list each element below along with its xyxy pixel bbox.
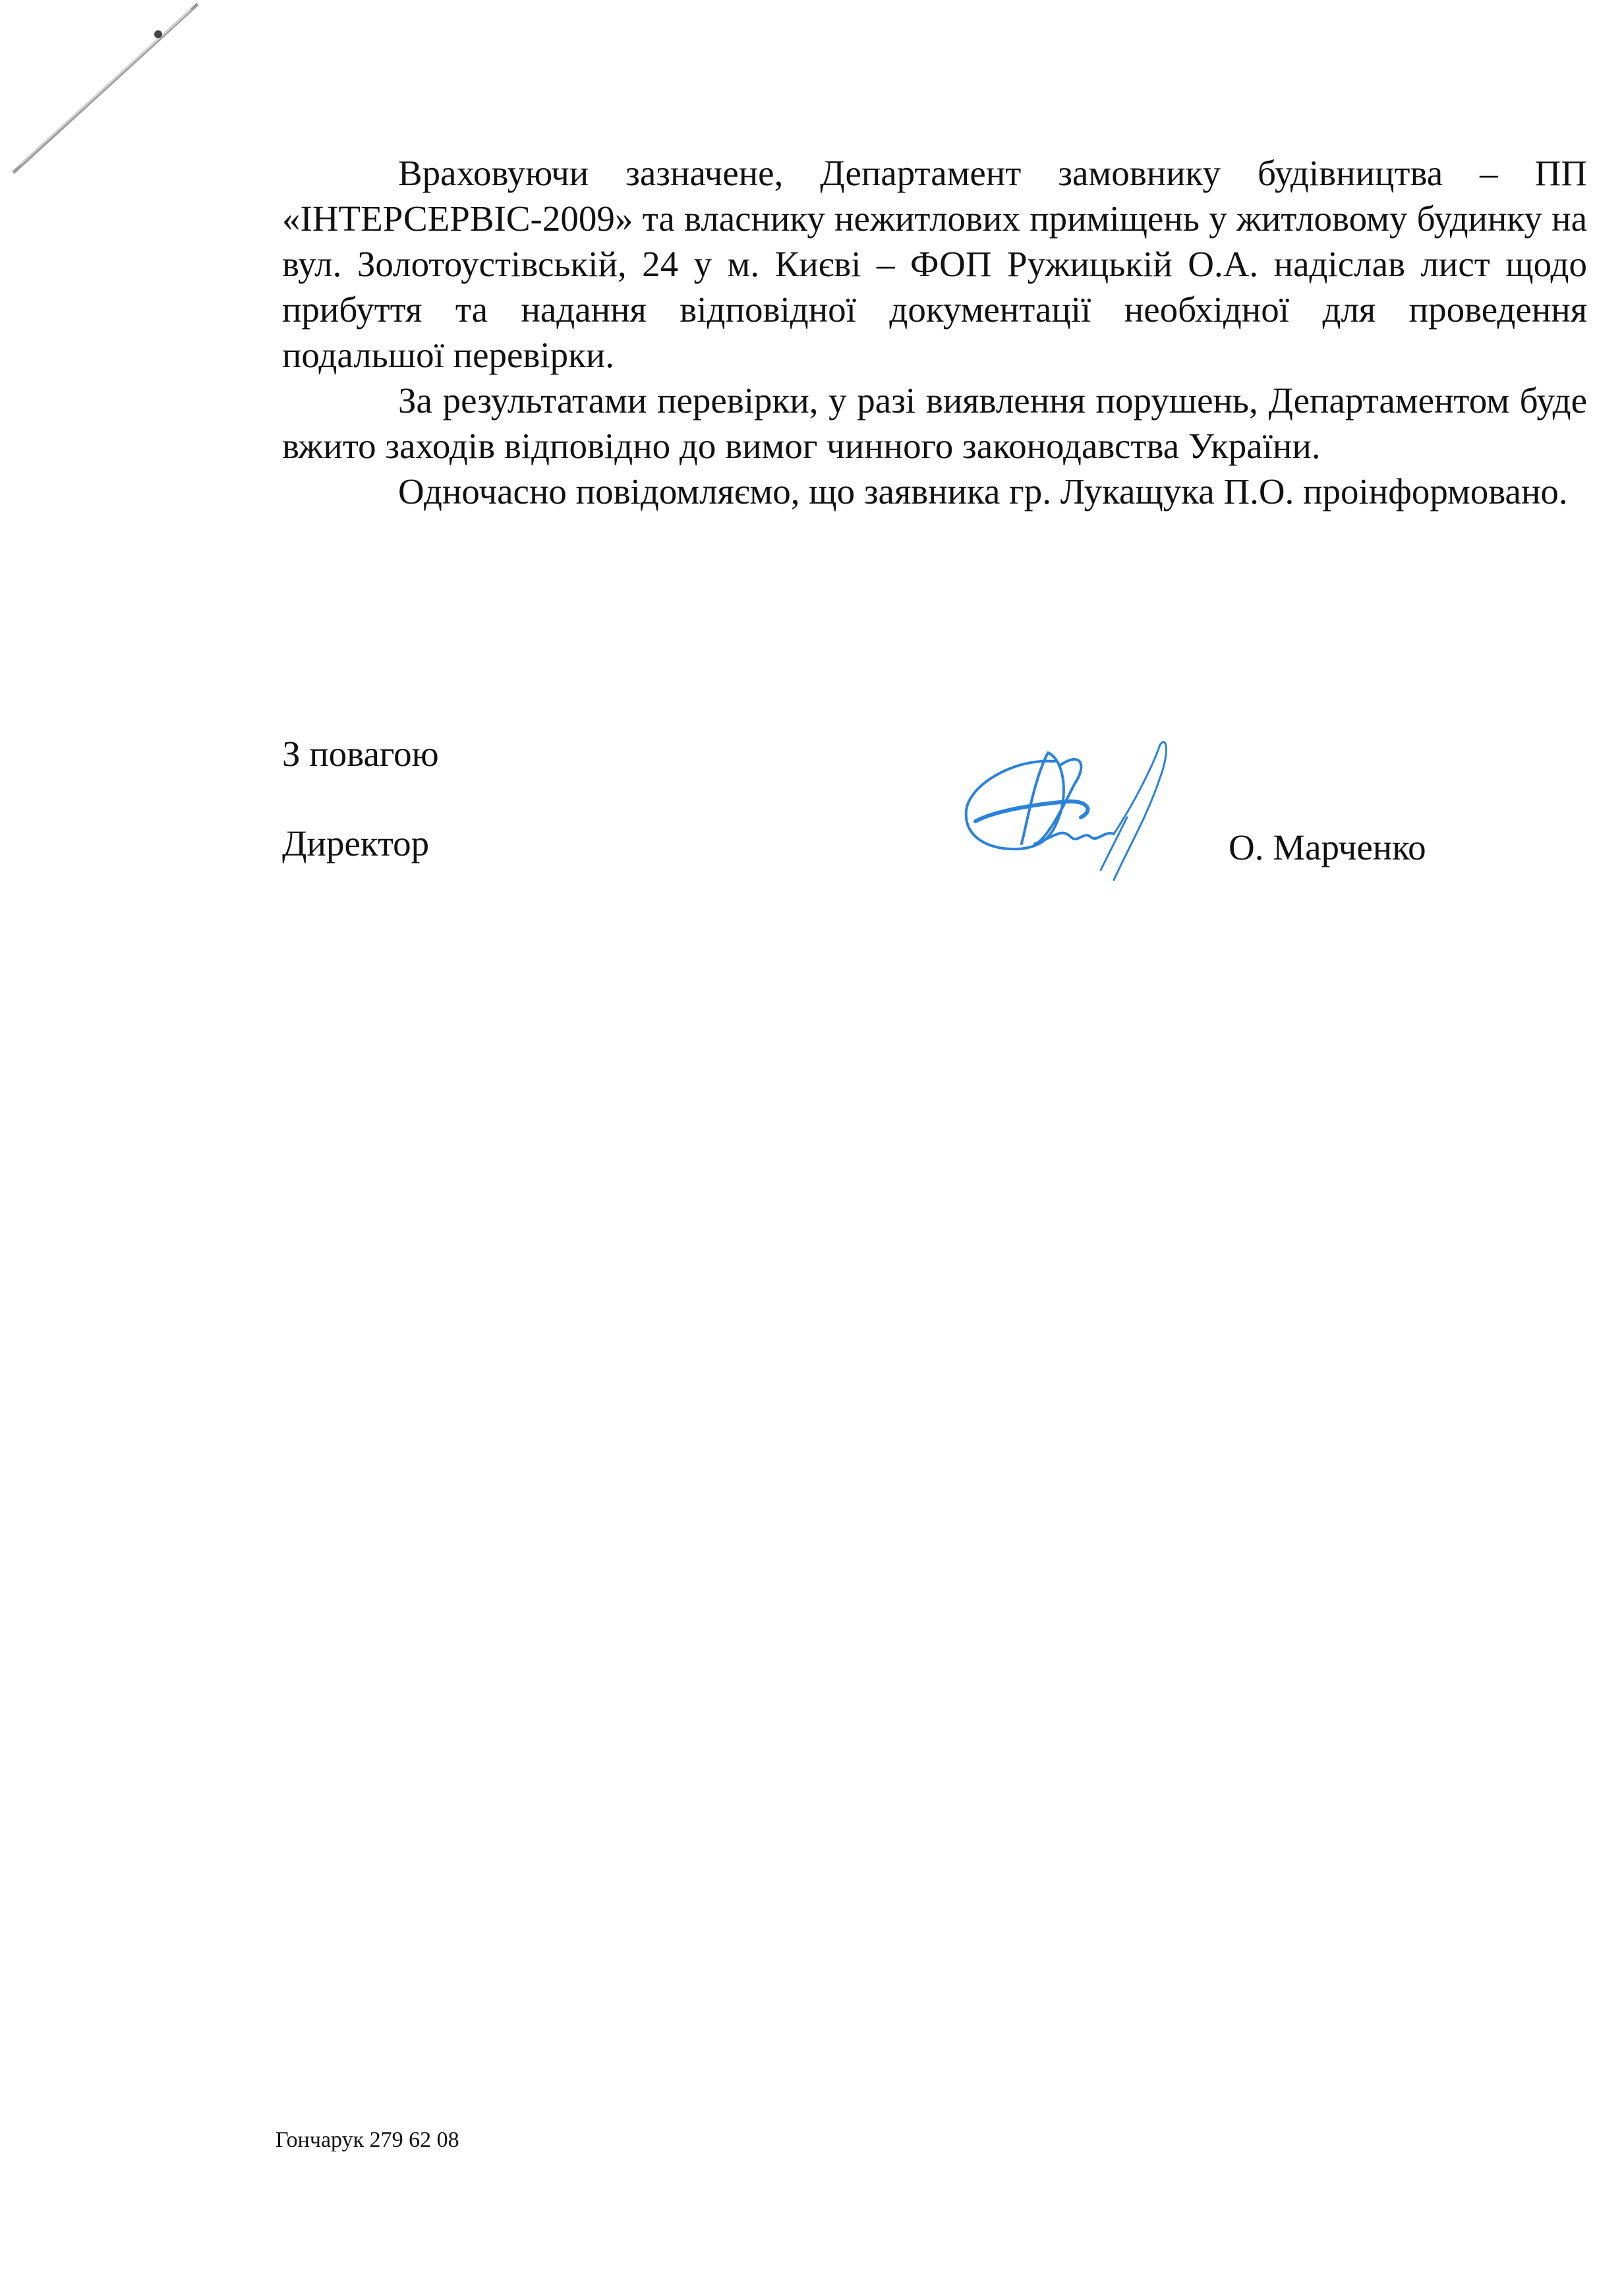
paragraph-2: За результатами перевірки, у разі виявлення порушень, Департаментом буде вжито заходів відповідно до вимог чинного законодавства України. xyxy=(282,380,1587,466)
scan-mark xyxy=(0,0,211,185)
letter-body xyxy=(282,150,1587,514)
signatory-title: Директор xyxy=(282,823,430,863)
signature xyxy=(956,738,1259,896)
executor-contact: Гончарук 279 62 08 xyxy=(276,2128,459,2152)
paragraph-3: Одночасно повідомляємо, що заявника гр. Лукащука П.О. проінформовано. xyxy=(398,471,1568,511)
paragraph-1: Враховуючи зазначене, Департамент замовнику будівництва – ПП «ІНТЕРСЕРВІС-2009» та власнику нежитлових приміщень у житловому будинку на вул. Золотоустівській, 24 у м. Києві – ФОП Ружицькій О.А. надіслав лист щодо прибуття та надання відповідної документації необхідної для проведення подальшої перевірки. xyxy=(282,153,1587,375)
closing: З повагою xyxy=(282,734,439,774)
signatory-name: О. Марченко xyxy=(1229,827,1426,867)
